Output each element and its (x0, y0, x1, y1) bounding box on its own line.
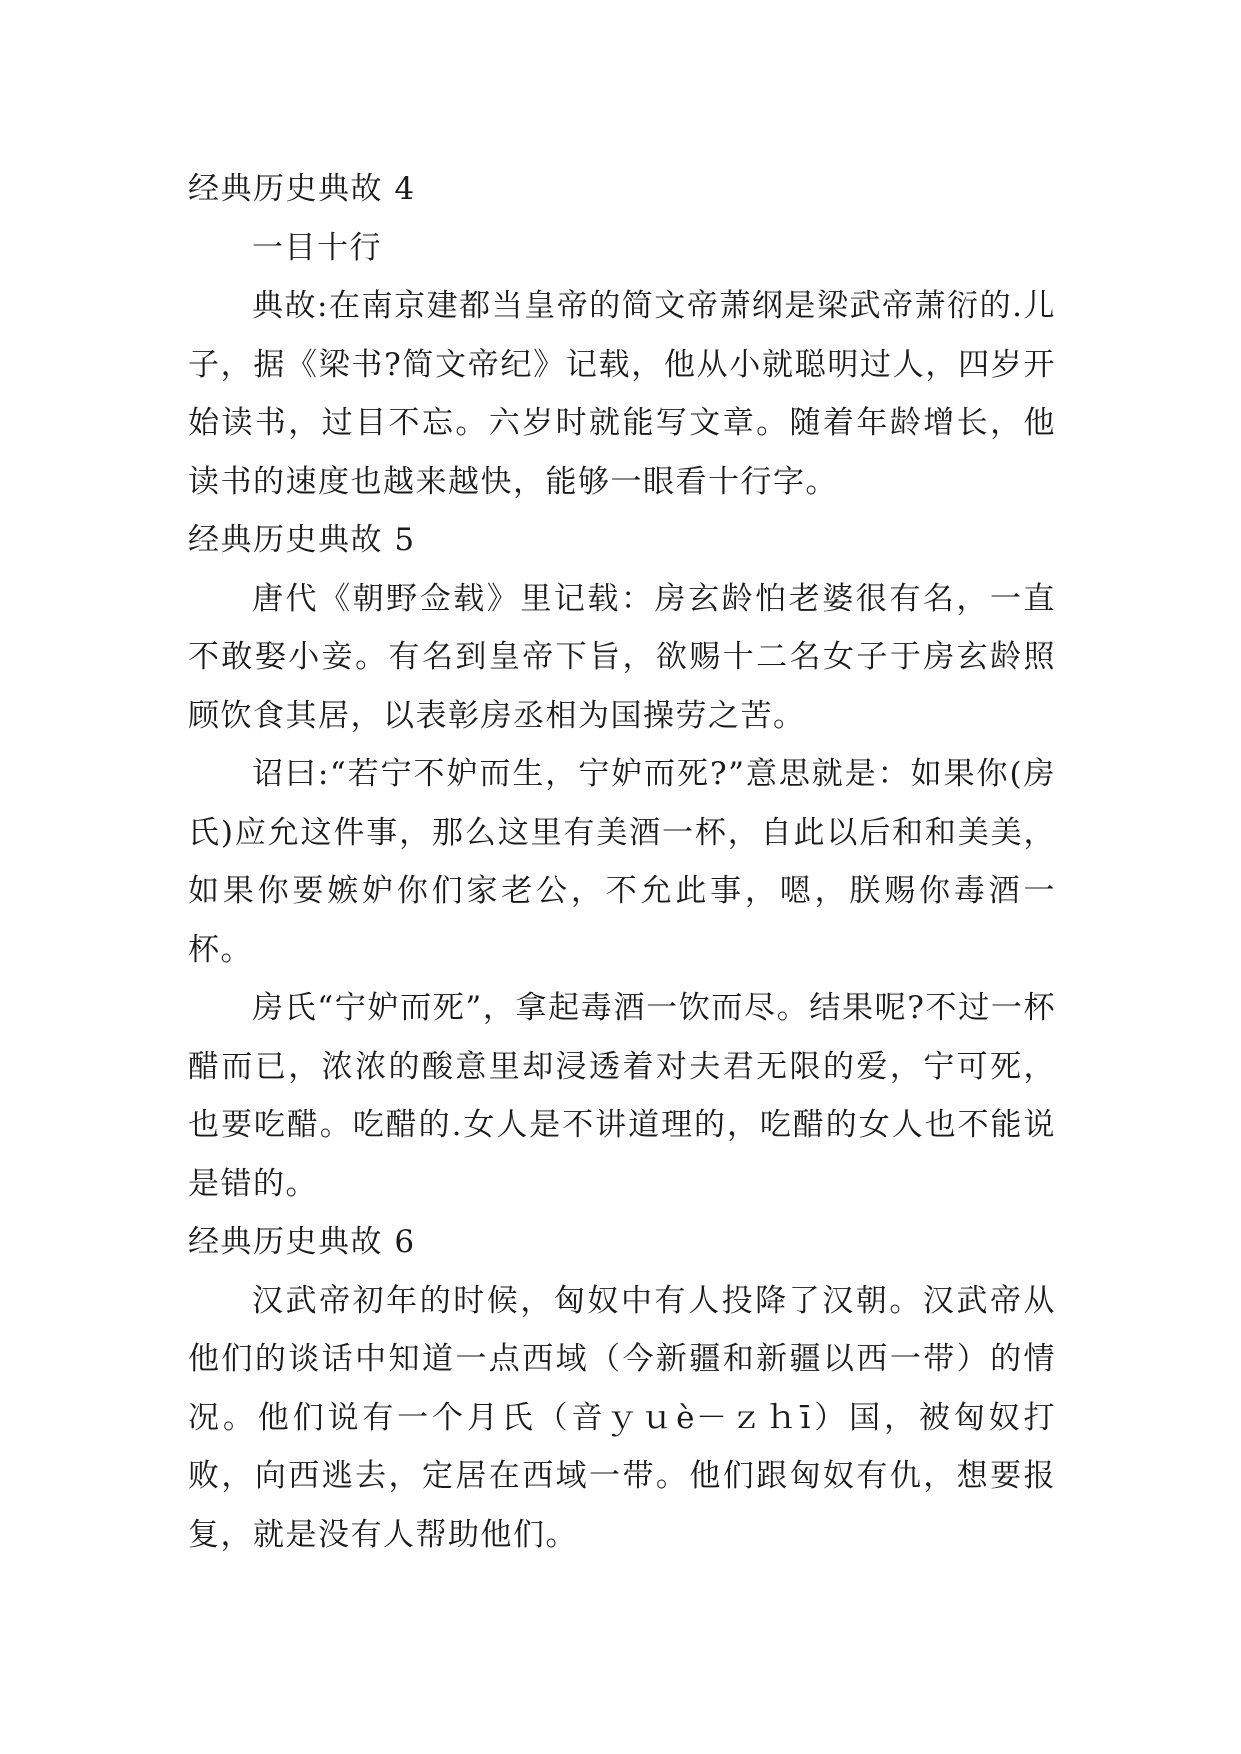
section-heading: 经典历史典故 4 (188, 171, 416, 207)
document-body (188, 160, 1056, 1564)
paragraph-title: 一目十行 (252, 229, 382, 266)
section-6 (188, 1213, 1056, 1564)
paragraph: 房氏“宁妒而死”，拿起毒酒一饮而尽。结果呢?不过一杯醋而已，浓浓的酸意里却浸透着对夫君无限的爱，宁可死，也要吃醋。吃醋的.女人是不讲道理的，吃醋的女人也不能说是错的。 (188, 990, 1056, 1202)
section-heading: 经典历史典故 5 (188, 522, 416, 558)
paragraph: 诏曰:“若宁不妒而生，宁妒而死?”意思就是：如果你(房氏)应允这件事，那么这里有美酒一杯，自此以后和和美美，如果你要嫉妒你们家老公，不允此事，嗯，朕赐你毒酒一杯。 (188, 756, 1056, 968)
paragraph: 唐代《朝野佥载》里记载：房玄龄怕老婆很有名，一直不敢娶小妾。有名到皇帝下旨，欲赐十二名女子于房玄龄照顾饮食其居，以表彰房丞相为国操劳之苦。 (188, 580, 1056, 734)
paragraph: 汉武帝初年的时候，匈奴中有人投降了汉朝。汉武帝从他们的谈话中知道一点西域（今新疆和新疆以西一带）的情况。他们说有一个月氏（音ｙｕè－ｚｈī）国，被匈奴打败，向西逃去，定居在西域一带。他们跟匈奴有仇，想要报复，就是没有人帮助他们。 (188, 1282, 1056, 1553)
section-5 (188, 511, 1056, 1213)
paragraph: 典故:在南京建都当皇帝的简文帝萧纲是梁武帝萧衍的.儿子，据《梁书?简文帝纪》记载，他从小就聪明过人，四岁开始读书，过目不忘。六岁时就能写文章。随着年龄增长，他读书的速度也越来越快，能够一眼看十行字。 (188, 288, 1056, 500)
section-4 (188, 160, 1056, 511)
section-heading: 经典历史典故 6 (188, 1224, 416, 1260)
